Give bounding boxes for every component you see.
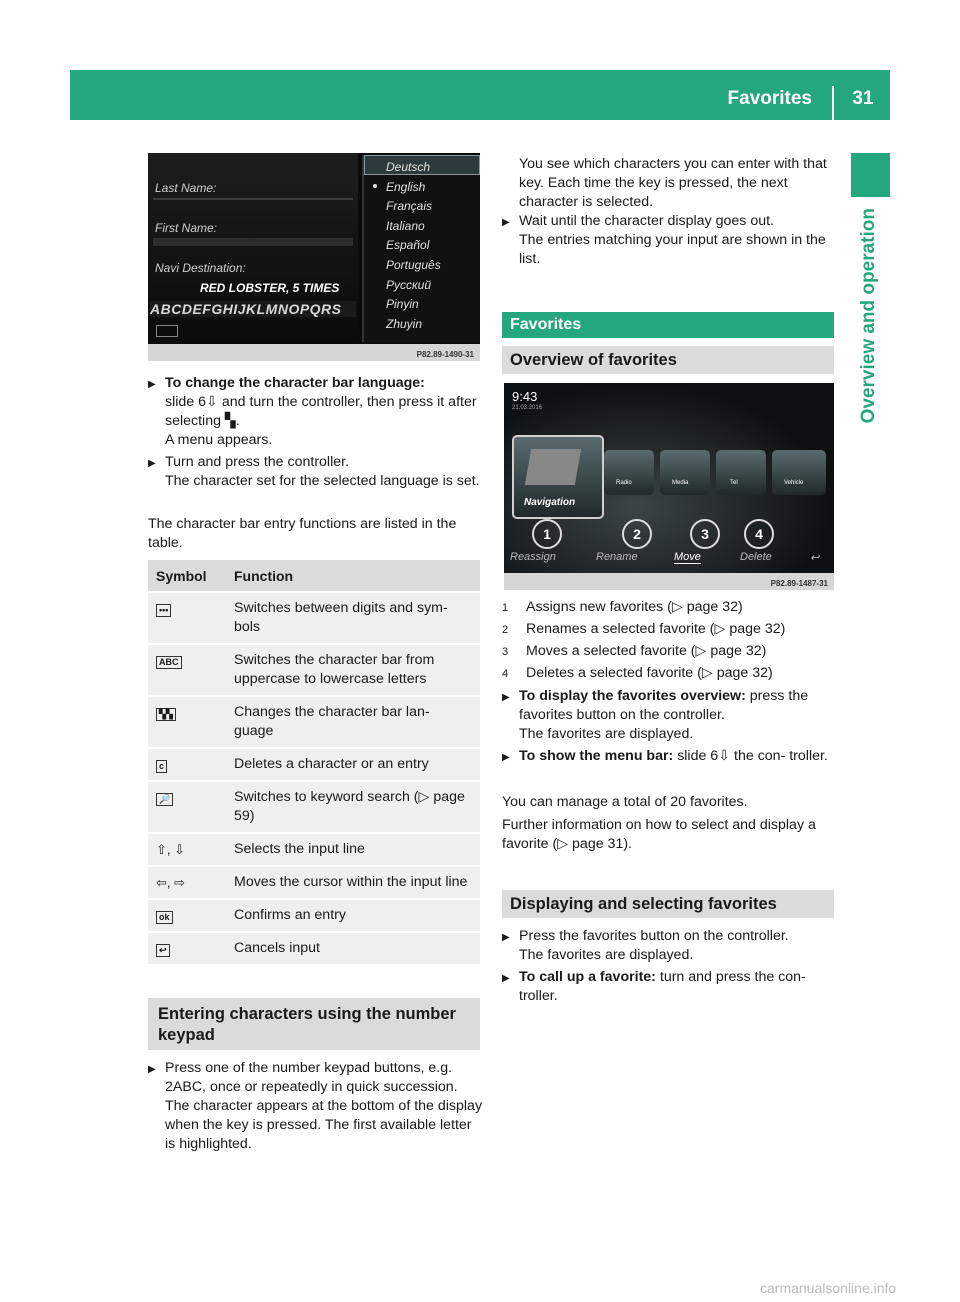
destination-value: RED LOBSTER, 5 TIMES (200, 281, 340, 295)
page-number: 31 (852, 88, 874, 109)
legend-item: 4 Deletes a selected favorite (▷ page 32) (502, 665, 773, 681)
side-section-text: Overview and operation (858, 208, 879, 424)
paragraph: Further information on how to select and display a favorite (▷ page 31). (502, 817, 816, 852)
menu-item[interactable]: Español (386, 238, 430, 253)
map-icon (525, 449, 581, 485)
language-menu[interactable] (362, 155, 480, 342)
section-heading: Overview of favorites (502, 346, 834, 374)
step-instruction: ▶ Turn and press the controller. (165, 453, 483, 472)
step-result: The favorites are displayed. (519, 726, 694, 742)
table-row: ABC Switches the character bar from uppercase to lowercase letters (148, 644, 480, 696)
section-heading-green: Favorites (502, 312, 834, 338)
section-heading: Displaying and selecting favorites (502, 890, 834, 918)
table-row: ••• Switches between digits and sym- bols (148, 592, 480, 644)
tile-label: Navigation (524, 497, 576, 508)
header-divider (832, 86, 834, 120)
keyboard-icon[interactable] (156, 325, 178, 337)
back-icon: ↩ (156, 944, 170, 957)
menu-item[interactable]: Zhuyin (386, 316, 423, 331)
paragraph: You see which characters you can enter with that key. Each time the key is pressed, the next character is selected. (519, 156, 827, 210)
dots-icon: ••• (156, 604, 171, 617)
menu-delete[interactable]: Delete (740, 551, 772, 563)
legend-list (502, 597, 836, 685)
paragraph: You can manage a total of 20 favorites. (502, 794, 748, 810)
page-title: Favorites (727, 88, 812, 109)
search-icon: 🔎 (156, 793, 173, 806)
step-instruction: ▶ Wait until the character display goes out. (519, 212, 837, 231)
table-row: ▚▚ Changes the character bar lan- guage (148, 696, 480, 748)
ok-icon: ok (156, 911, 173, 924)
header-bar (70, 70, 890, 120)
menu-move[interactable]: Move (674, 551, 701, 563)
callout-3: 3 (690, 519, 720, 549)
menu-item[interactable]: Pinyin (386, 297, 419, 312)
step-result: The character appears at the bottom of the display when the key is pressed. The first available letter is highlighted. (165, 1098, 483, 1152)
step-instruction: ▶ To display the favorites overview: press the favorites button on the controller. (519, 687, 837, 725)
step-instruction: ▶ To change the character bar language: slide 6⇩ and turn the controller, then press it after selecting ▚. (165, 374, 483, 431)
language-icon: ▚▚ (156, 708, 176, 721)
step-result: A menu appears. (165, 432, 273, 448)
section-heading: Entering characters using the number keypad (148, 998, 480, 1050)
menu-item[interactable]: Italiano (386, 218, 425, 233)
figure-character-entry (148, 153, 480, 361)
menu-reassign[interactable]: Reassign (510, 551, 556, 563)
menu-rename[interactable]: Rename (596, 551, 638, 563)
table-header: Symbol (148, 560, 226, 592)
legend-item: 1 Assigns new favorites (▷ page 32) (502, 599, 743, 615)
menu-bar (504, 549, 834, 569)
favorite-tile-tel[interactable]: Tel (716, 450, 766, 495)
delete-icon: c (156, 760, 167, 773)
date: 21.03.2016 (512, 405, 543, 411)
side-section-label (854, 208, 884, 668)
figure-ref: P82.89-1487-31 (770, 579, 828, 588)
menu-item[interactable]: Português (386, 257, 441, 272)
side-tab-block (851, 153, 890, 197)
callout-1: 1 (532, 519, 562, 549)
selected-dot-icon (373, 184, 377, 188)
table-row: 🔎 Switches to keyword search (▷ page 59) (148, 781, 480, 833)
field-label: First Name: (155, 221, 218, 235)
favorite-tile-vehicle[interactable]: Vehicle (772, 450, 826, 495)
table-row: ⇦, ⇨ Moves the cursor within the input line (148, 866, 480, 899)
paragraph: The character bar entry functions are listed in the table. (148, 516, 457, 551)
callout-4: 4 (744, 519, 774, 549)
table-header: Function (226, 560, 480, 592)
back-icon[interactable]: ↩ (810, 552, 820, 564)
legend-item: 2 Renames a selected favorite (▷ page 32) (502, 621, 786, 637)
step-instruction: ▶ To show the menu bar: slide 6⇩ the con- troller. (519, 747, 837, 766)
character-bar[interactable]: ABCDEFGHIJKLMNOPQRS (150, 301, 356, 317)
watermark: carmanualsonline.info (760, 1280, 897, 1296)
menu-item[interactable]: Deutsch (386, 160, 431, 174)
clock: 9:43 (512, 389, 538, 404)
figure-ref: P82.89-1490-31 (416, 350, 474, 359)
symbol-table (148, 560, 480, 964)
table-row: ⇧, ⇩ Selects the input line (148, 833, 480, 866)
callout-2: 2 (622, 519, 652, 549)
field-label: Navi Destination: (155, 261, 246, 275)
favorite-tile-media[interactable]: Media (660, 450, 710, 495)
up-down-arrows-icon: ⇧, ⇩ (156, 842, 186, 857)
step-instruction: ▶ Press one of the number keypad buttons, e.g. 2ABC, once or repeatedly in quick succession. (165, 1059, 483, 1097)
table-row: ok Confirms an entry (148, 899, 480, 932)
favorite-tile-radio[interactable]: Radio (604, 450, 654, 495)
step-result: The entries matching your input are shown in the list. (519, 232, 826, 267)
figure-favorites (504, 383, 834, 590)
step-result: The favorites are displayed. (519, 947, 694, 963)
step-result: The character set for the selected language is set. (165, 473, 480, 489)
menu-item[interactable]: English (386, 179, 426, 194)
left-right-arrows-icon: ⇦, ⇨ (156, 875, 186, 890)
menu-item[interactable]: Русский (386, 277, 432, 292)
table-row: c Deletes a character or an entry (148, 748, 480, 781)
abc-icon: ABC (156, 656, 182, 669)
step-instruction: ▶ To call up a favorite: turn and press the con- troller. (519, 968, 837, 1006)
step-instruction: ▶ Press the favorites button on the controller. (519, 927, 837, 946)
field-label: Last Name: (155, 181, 217, 195)
legend-item: 3 Moves a selected favorite (▷ page 32) (502, 643, 767, 659)
favorite-tile-navigation[interactable] (512, 435, 604, 519)
menu-item[interactable]: Français (386, 199, 433, 214)
table-row: ↩ Cancels input (148, 932, 480, 964)
